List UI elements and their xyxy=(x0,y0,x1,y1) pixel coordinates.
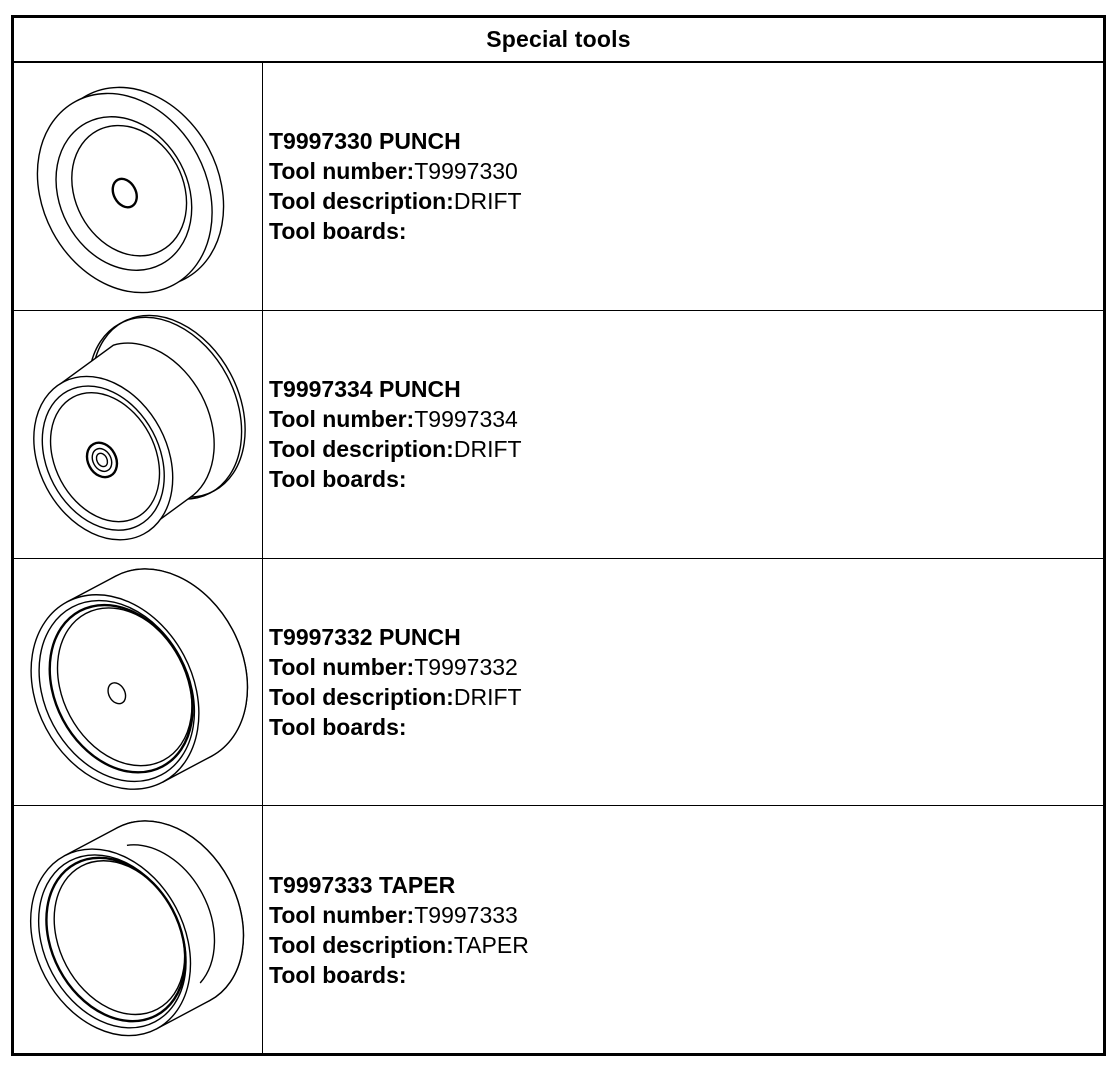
tool-description-label: Tool description: xyxy=(269,188,454,215)
tool-description-value: TAPER xyxy=(453,931,529,958)
tool-info xyxy=(263,559,1103,806)
tool-row xyxy=(14,559,1103,807)
tool-image-cell xyxy=(14,63,263,310)
tool-boards-label: Tool boards: xyxy=(269,713,407,740)
tool-title: T9997334 PUNCH xyxy=(269,376,461,403)
punch-cup-icon xyxy=(18,562,258,802)
tool-info xyxy=(263,311,1103,558)
table-header xyxy=(14,18,1103,63)
tool-description-label: Tool description: xyxy=(269,931,454,958)
tool-description-label: Tool description: xyxy=(269,683,454,710)
tool-number-value: T9997330 xyxy=(414,158,518,185)
tool-number-label: Tool number: xyxy=(269,653,415,680)
tool-info xyxy=(263,806,1103,1053)
tool-description-value: DRIFT xyxy=(453,188,522,215)
tool-title: T9997333 TAPER xyxy=(269,871,456,898)
tool-row xyxy=(14,63,1103,311)
tool-number-value: T9997334 xyxy=(414,406,518,433)
tool-number-value: T9997333 xyxy=(414,901,518,928)
tool-boards-label: Tool boards: xyxy=(269,466,407,493)
tool-title: T9997330 PUNCH xyxy=(269,128,461,155)
punch-stepped-icon xyxy=(18,314,258,554)
tool-number-label: Tool number: xyxy=(269,158,415,185)
punch-disc-icon xyxy=(18,66,258,306)
tool-description-value: DRIFT xyxy=(453,436,522,463)
tool-boards-label: Tool boards: xyxy=(269,218,407,245)
tool-info xyxy=(263,63,1103,310)
tool-title: T9997332 PUNCH xyxy=(269,623,461,650)
tool-description-label: Tool description: xyxy=(269,436,454,463)
tool-row xyxy=(14,311,1103,559)
tool-number-label: Tool number: xyxy=(269,406,415,433)
tool-number-label: Tool number: xyxy=(269,901,415,928)
tool-description-value: DRIFT xyxy=(453,683,522,710)
tool-image-cell xyxy=(14,559,263,806)
tool-image-cell xyxy=(14,311,263,558)
taper-ring-icon xyxy=(18,810,258,1050)
special-tools-table xyxy=(11,15,1106,1056)
tool-number-value: T9997332 xyxy=(414,653,518,680)
tool-row xyxy=(14,806,1103,1053)
tool-boards-label: Tool boards: xyxy=(269,961,407,988)
tool-image-cell xyxy=(14,806,263,1053)
table-title: Special tools xyxy=(486,26,631,52)
